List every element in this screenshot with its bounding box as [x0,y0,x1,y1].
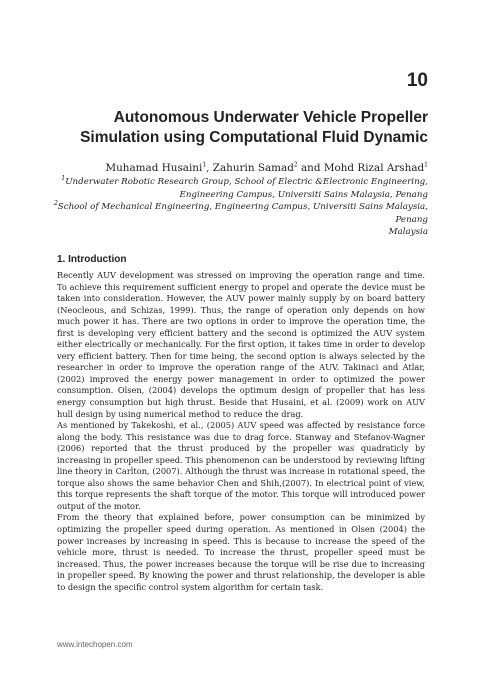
paragraph: Recently AUV development was stressed on improving the operation range and time. To achieve this requirement sufficient energy to propel and operate the device must be taken into consideration. However, the AUV power mainly supply by on board battery (Neocleous, and Schizas, 1999). Thus, the range of operation only depends on how much power it has. There are two options in order to improve the operation time, the first is developing very efficient battery and the second is optimized the AUV system either electrically or mechanically. For the first option, it takes time in order to develop very efficient battery. Then for time being, the second option is always selected by the researcher in order to improve the operation range of the AUV. Takinaci and Atlar, (2002) improved the energy power management in order to optimized the power consumption. Olsen, (2004) develops the optimum design of propeller that has less energy consumption but high thrust. Beside that Husaini, et al. (2009) work on AUV hull design by using numerical method to reduce the drag. [57,270,425,419]
affiliation-line: Malaysia [388,227,428,238]
affiliation-mark: 2 [53,200,58,208]
author-name: Zahurin Samad [212,162,294,174]
author-list [40,161,428,175]
title-line: Autonomous Underwater Vehicle Propeller [113,109,428,126]
affiliation-line: Penang [395,214,428,225]
chapter-number: 10 [406,70,428,91]
section-heading: 1. Introduction [57,254,127,265]
affiliation-line: Engineering Campus, Universiti Sains Malaysia, Penang [179,189,428,200]
author-name: Muhamad Husaini [105,162,203,174]
author-separator: and [297,162,324,174]
chapter-title [40,108,428,148]
affiliation-text: Underwater Robotic Research Group, School of Electric &Electronic Engineering, [65,177,428,187]
affiliation-mark: 1 [61,175,66,183]
author-affiliation-mark: 2 [293,161,298,169]
body-text [57,270,425,593]
author-name: Mohd Rizal Arshad [323,162,425,174]
footer-url[interactable]: www.intechopen.com [57,640,133,649]
paragraph: As mentioned by Takekoshi, et al., (2005) AUV speed was affected by resistance force along the body. This resistance was due to drag force. Stanway and Stefanov-Wagner (2006) reported that the thrust produced by the propeller was quadraticly by increasing in propeller speed. This phenomenon can be understood by reviewing lifting line theory in Carlton, (2007). Although the thrust was increase in rotational speed, the torque also shows the same behavior Chen and Shih,(2007). In electrical point of view, this torque represents the shaft torque of the motor. This torque will introduced power output of the motor. [57,420,425,511]
paragraph: From the theory that explained before, power consumption can be minimized by optimizing the propeller speed during operation. As mentioned in Olsen (2004) the power increases by increasing in speed. This is because to increase the speed of the vehicle more, thrust is needed. To increase the thrust, propeller speed must be increased. Thus, the power increases because the torque will be rise due to increasing in propeller speed. By knowing the power and thrust relationship, the developer is able to design the specific control system algorithm for certain task. [57,512,425,592]
affiliation-text: School of Mechanical Engineering, Engineering Campus, Universiti Sains Malaysia, [57,202,428,213]
author-affiliation-mark: 1 [202,161,207,169]
title-line: Simulation using Computational Fluid Dynamic [80,129,428,146]
author-separator: , [206,162,213,174]
affiliation-line [40,201,428,214]
author-affiliation-mark: 1 [424,161,428,169]
affiliation-line [40,176,428,189]
affiliations [40,176,428,239]
